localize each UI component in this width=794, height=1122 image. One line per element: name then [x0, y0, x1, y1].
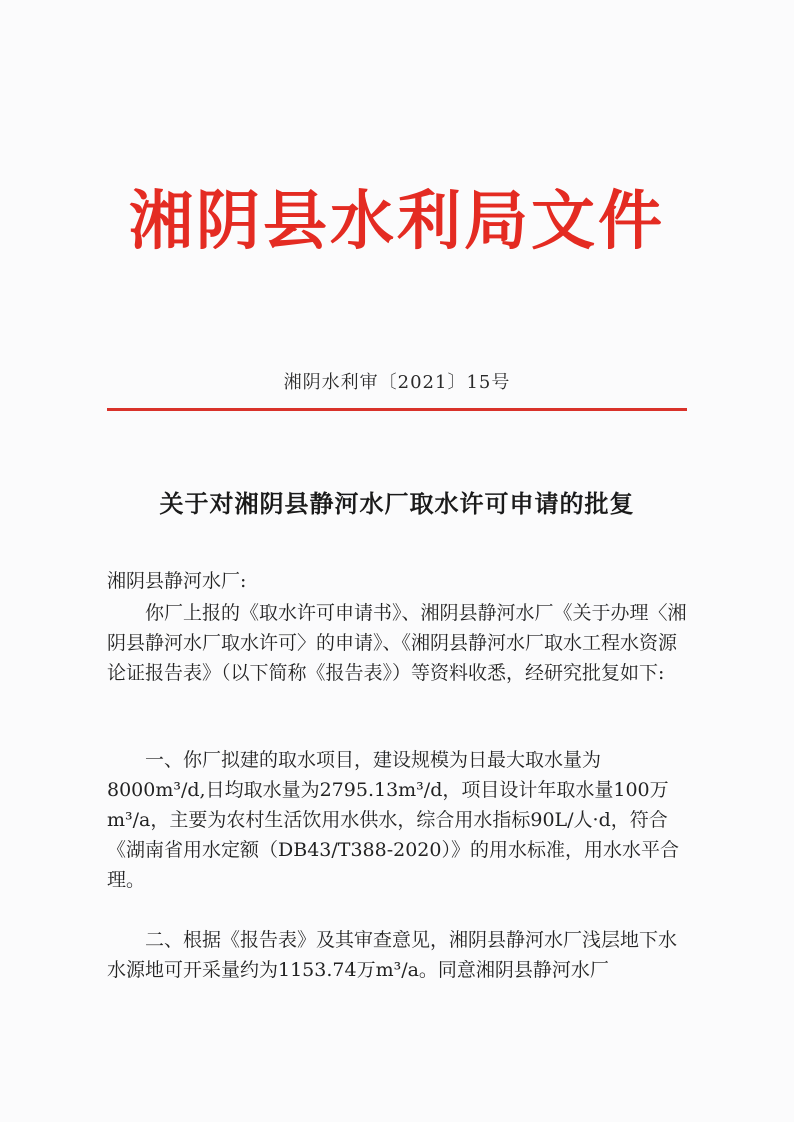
salutation: 湘阴县静河水厂: [107, 570, 247, 592]
paragraph-item-2 [107, 925, 692, 985]
paragraph-item-1 [107, 745, 692, 895]
document-number: 湘阴水利审〔2021〕15号 [283, 372, 511, 393]
paragraph-text: 你厂上报的《取水许可申请书》、湘阴县静河水厂《关于办理〈湘阴县静河水厂取水许可〉的申请》、《湘阴县静河水厂取水工程水资源论证报告表》（以下简称《报告表》）等资料收悉，经研究批复如下: [107, 602, 687, 684]
red-divider-line [107, 408, 687, 411]
document-title: 关于对湘阴县静河水厂取水许可申请的批复 [159, 489, 635, 518]
agency-header-title: 湘阴县水利局文件 [129, 184, 665, 259]
paragraph-text: 二、根据《报告表》及其审查意见，湘阴县静河水厂浅层地下水水源地可开采量约为1153.74万m³/a。同意湘阴县静河水厂 [107, 929, 678, 981]
paragraph-text: 一、你厂拟建的取水项目，建设规模为日最大取水量为8000m³/d,日均取水量为2795.13m³/d，项目设计年取水量100万m³/a，主要为农村生活饮用水供水，综合用水指标90L/人·d，符合《湖南省用水定额（DB43/T388-2020）》的用水标准，用水水平合理。 [107, 749, 679, 891]
paragraph-intro [107, 598, 692, 688]
